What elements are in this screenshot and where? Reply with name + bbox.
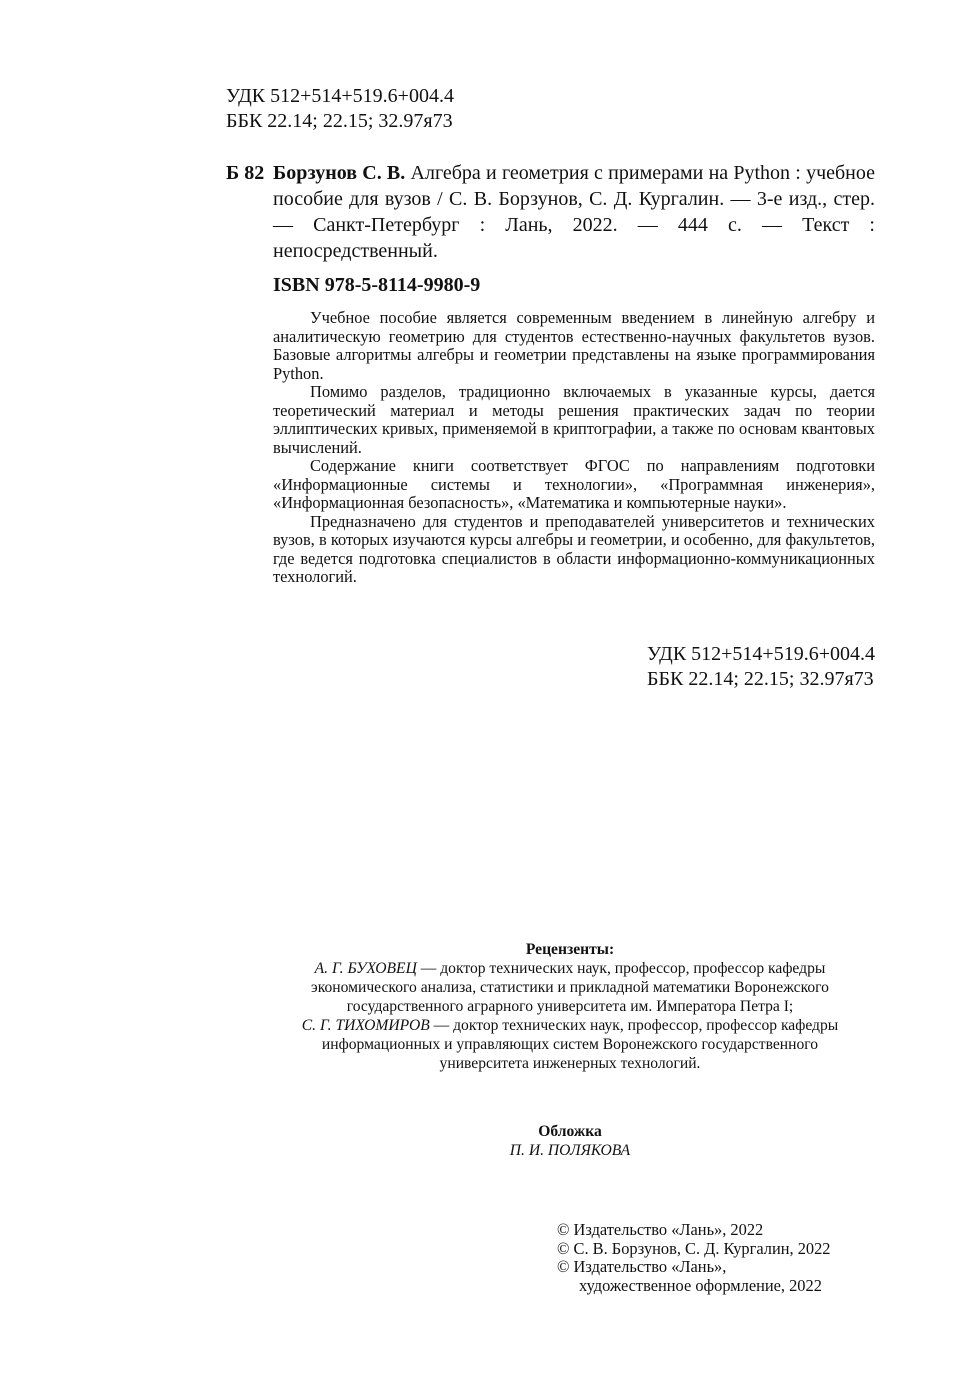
annotation-paragraph: Учебное пособие является современным введением в линейную алгебру и аналитическую геометрию для студентов естественно-научных факультетов вузов. Базовые алгоритмы алгебры и геометрии представлены на языке программирования Python. bbox=[273, 308, 875, 383]
copyright-line: © С. В. Борзунов, С. Д. Кургалин, 2022 bbox=[557, 1238, 831, 1258]
bibliographic-record bbox=[273, 160, 875, 264]
cover-heading: Обложка bbox=[538, 1123, 602, 1140]
copyright-line: © Издательство «Лань», 2022 bbox=[557, 1220, 764, 1239]
author-name: Борзунов С. В. bbox=[273, 162, 406, 184]
reviewer-affiliation: экономического анализа, статистики и прикладной математики Воронежского bbox=[311, 979, 829, 996]
author-mark: Б 82 bbox=[226, 162, 265, 184]
reviewers-block bbox=[240, 940, 900, 1073]
reviewer-affiliation: университета инженерных технологий. bbox=[439, 1055, 701, 1072]
bibliographic-description: Алгебра и геометрия с примерами на Python : учебное пособие для вузов / С. В. Борзунов, С. Д. Кургалин. — 3-е изд., стер. — Санкт-Петербург : Лань, 2022. — 444 с. — Текст : непосредственный. bbox=[273, 162, 876, 262]
copyright-line: © Издательство «Лань», bbox=[557, 1257, 727, 1276]
annotation-paragraph: Помимо разделов, традиционно включаемых в указанные курсы, дается теоретический материал и методы решения практических задач по теории эллиптических кривых, применяемой в криптографии, а также по основам квантовых вычислений. bbox=[273, 382, 875, 457]
annotation bbox=[273, 309, 875, 587]
reviewer-entry bbox=[240, 1016, 900, 1073]
cover-credit bbox=[240, 1122, 900, 1160]
udk-code: УДК 512+514+519.6+004.4 bbox=[226, 85, 454, 107]
reviewer-name: А. Г. БУХОВЕЦ bbox=[314, 960, 417, 977]
reviewer-affiliation: государственного аграрного университета им. Императора Петра I; bbox=[346, 998, 794, 1015]
bbk-code: ББК 22.14; 22.15; 32.97я73 bbox=[647, 668, 874, 690]
bottom-classification-codes bbox=[647, 642, 875, 692]
reviewer-name: С. Г. ТИХОМИРОВ bbox=[301, 1017, 430, 1034]
bbk-code: ББК 22.14; 22.15; 32.97я73 bbox=[226, 110, 453, 132]
top-classification-codes bbox=[226, 84, 454, 134]
reviewer-entry bbox=[240, 959, 900, 1016]
reviewer-credentials: — доктор технических наук, профессор, профессор кафедры bbox=[429, 1017, 839, 1034]
reviewer-affiliation: информационных и управляющих систем Воронежского государственного bbox=[321, 1036, 819, 1053]
cover-designer: П. И. ПОЛЯКОВА bbox=[509, 1142, 631, 1159]
reviewer-credentials: — доктор технических наук, профессор, профессор кафедры bbox=[416, 960, 826, 977]
annotation-paragraph: Содержание книги соответствует ФГОС по направлениям подготовки «Информационные системы и технологии», «Программная инженерия», «Информационная безопасность», «Математика и компьютерные науки». bbox=[273, 456, 875, 512]
annotation-paragraph: Предназначено для студентов и преподавателей университетов и технических вузов, в которых изучаются курсы алгебры и геометрии, и особенно, для факультетов, где ведется подготовка специалистов в области информационно-коммуникационных технологий. bbox=[273, 511, 875, 586]
udk-code: УДК 512+514+519.6+004.4 bbox=[647, 643, 875, 665]
isbn: ISBN 978-5-8114-9980-9 bbox=[273, 274, 481, 296]
copyright-block bbox=[557, 1221, 830, 1295]
reviewers-heading: Рецензенты: bbox=[525, 941, 615, 958]
copyright-line: художественное оформление, 2022 bbox=[579, 1275, 822, 1295]
